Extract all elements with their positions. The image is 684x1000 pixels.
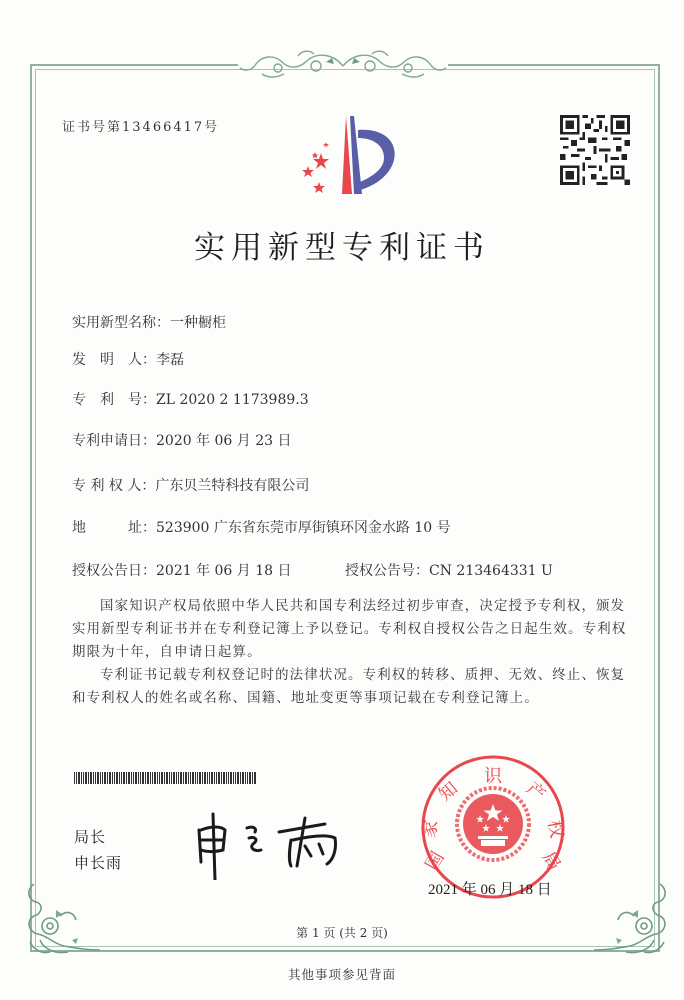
field-value: 广东贝兰特科技有限公司: [155, 478, 310, 494]
field-value: 523900 广东省东莞市厚街镇环冈金水路 10 号: [156, 520, 451, 536]
body-paragraph-1: 国家知识产权局依照中华人民共和国专利法经过初步审查，决定授予专利权，颁发实用新型专利证书并在专利登记簿上予以登记。专利权自授权公告之日起生效。专利权期限为十年，自申请日起算。: [72, 599, 627, 660]
field-label: 专 利 权 人：: [72, 478, 156, 494]
field-value: ZL 2020 2 1173989.3: [156, 392, 309, 408]
svg-text:知: 知: [434, 777, 463, 806]
field-utility-model-name: [72, 312, 226, 332]
top-ornament-icon: [238, 48, 448, 82]
field-label: 地 址：: [72, 520, 156, 536]
svg-text:权: 权: [543, 818, 568, 840]
svg-text:识: 识: [484, 766, 502, 787]
director-title: 局长: [74, 828, 107, 846]
svg-text:产: 产: [521, 777, 550, 806]
svg-text:家: 家: [418, 818, 443, 840]
svg-text:局: 局: [537, 848, 565, 875]
certificate-number: 证书号第13466417号: [62, 120, 220, 135]
field-label: 实用新型名称：: [72, 315, 170, 331]
bottom-left-ornament-icon: [20, 880, 110, 960]
field-label: 授权公告号：: [345, 563, 429, 579]
director-signature: [195, 810, 355, 880]
field-label: 授权公告日：: [72, 563, 156, 579]
field-value: 一种橱柜: [170, 315, 226, 331]
field-label: 专利申请日：: [72, 433, 156, 449]
cnipa-logo-icon: [288, 110, 398, 195]
field-grant-date: [72, 560, 292, 580]
field-label: 发 明 人：: [72, 352, 156, 368]
field-label: 专 利 号：: [72, 392, 156, 408]
field-grant-number: [345, 560, 553, 580]
svg-text:国: 国: [421, 848, 449, 875]
field-patentee: [72, 475, 309, 495]
certificate-title: 实用新型专利证书: [194, 230, 490, 266]
seal-date: 2021 年 06 月 18 日: [428, 882, 552, 898]
field-filing-date: [72, 430, 292, 450]
barcode: [74, 772, 256, 784]
certificate-body: [72, 595, 632, 710]
field-address: [72, 517, 451, 537]
qr-code[interactable]: [560, 115, 630, 185]
field-value: 李磊: [156, 352, 184, 368]
field-value: 2020 年 06 月 23 日: [156, 433, 292, 449]
field-patent-number: [72, 389, 309, 409]
bottom-right-ornament-icon: [584, 880, 674, 960]
field-inventor: [72, 349, 184, 369]
field-value: CN 213464331 U: [429, 563, 553, 579]
page-indicator: 第 1 页 (共 2 页): [296, 926, 388, 940]
body-paragraph-2: 专利证书记载专利权登记时的法律状况。专利权的转移、质押、无效、终止、恢复和专利权人的姓名或名称、国籍、地址变更等事项记载在专利登记簿上。: [72, 668, 626, 706]
field-value: 2021 年 06 月 18 日: [156, 563, 292, 579]
footer-note: 其他事项参见背面: [287, 967, 396, 982]
director-name: 申长雨: [74, 854, 123, 872]
